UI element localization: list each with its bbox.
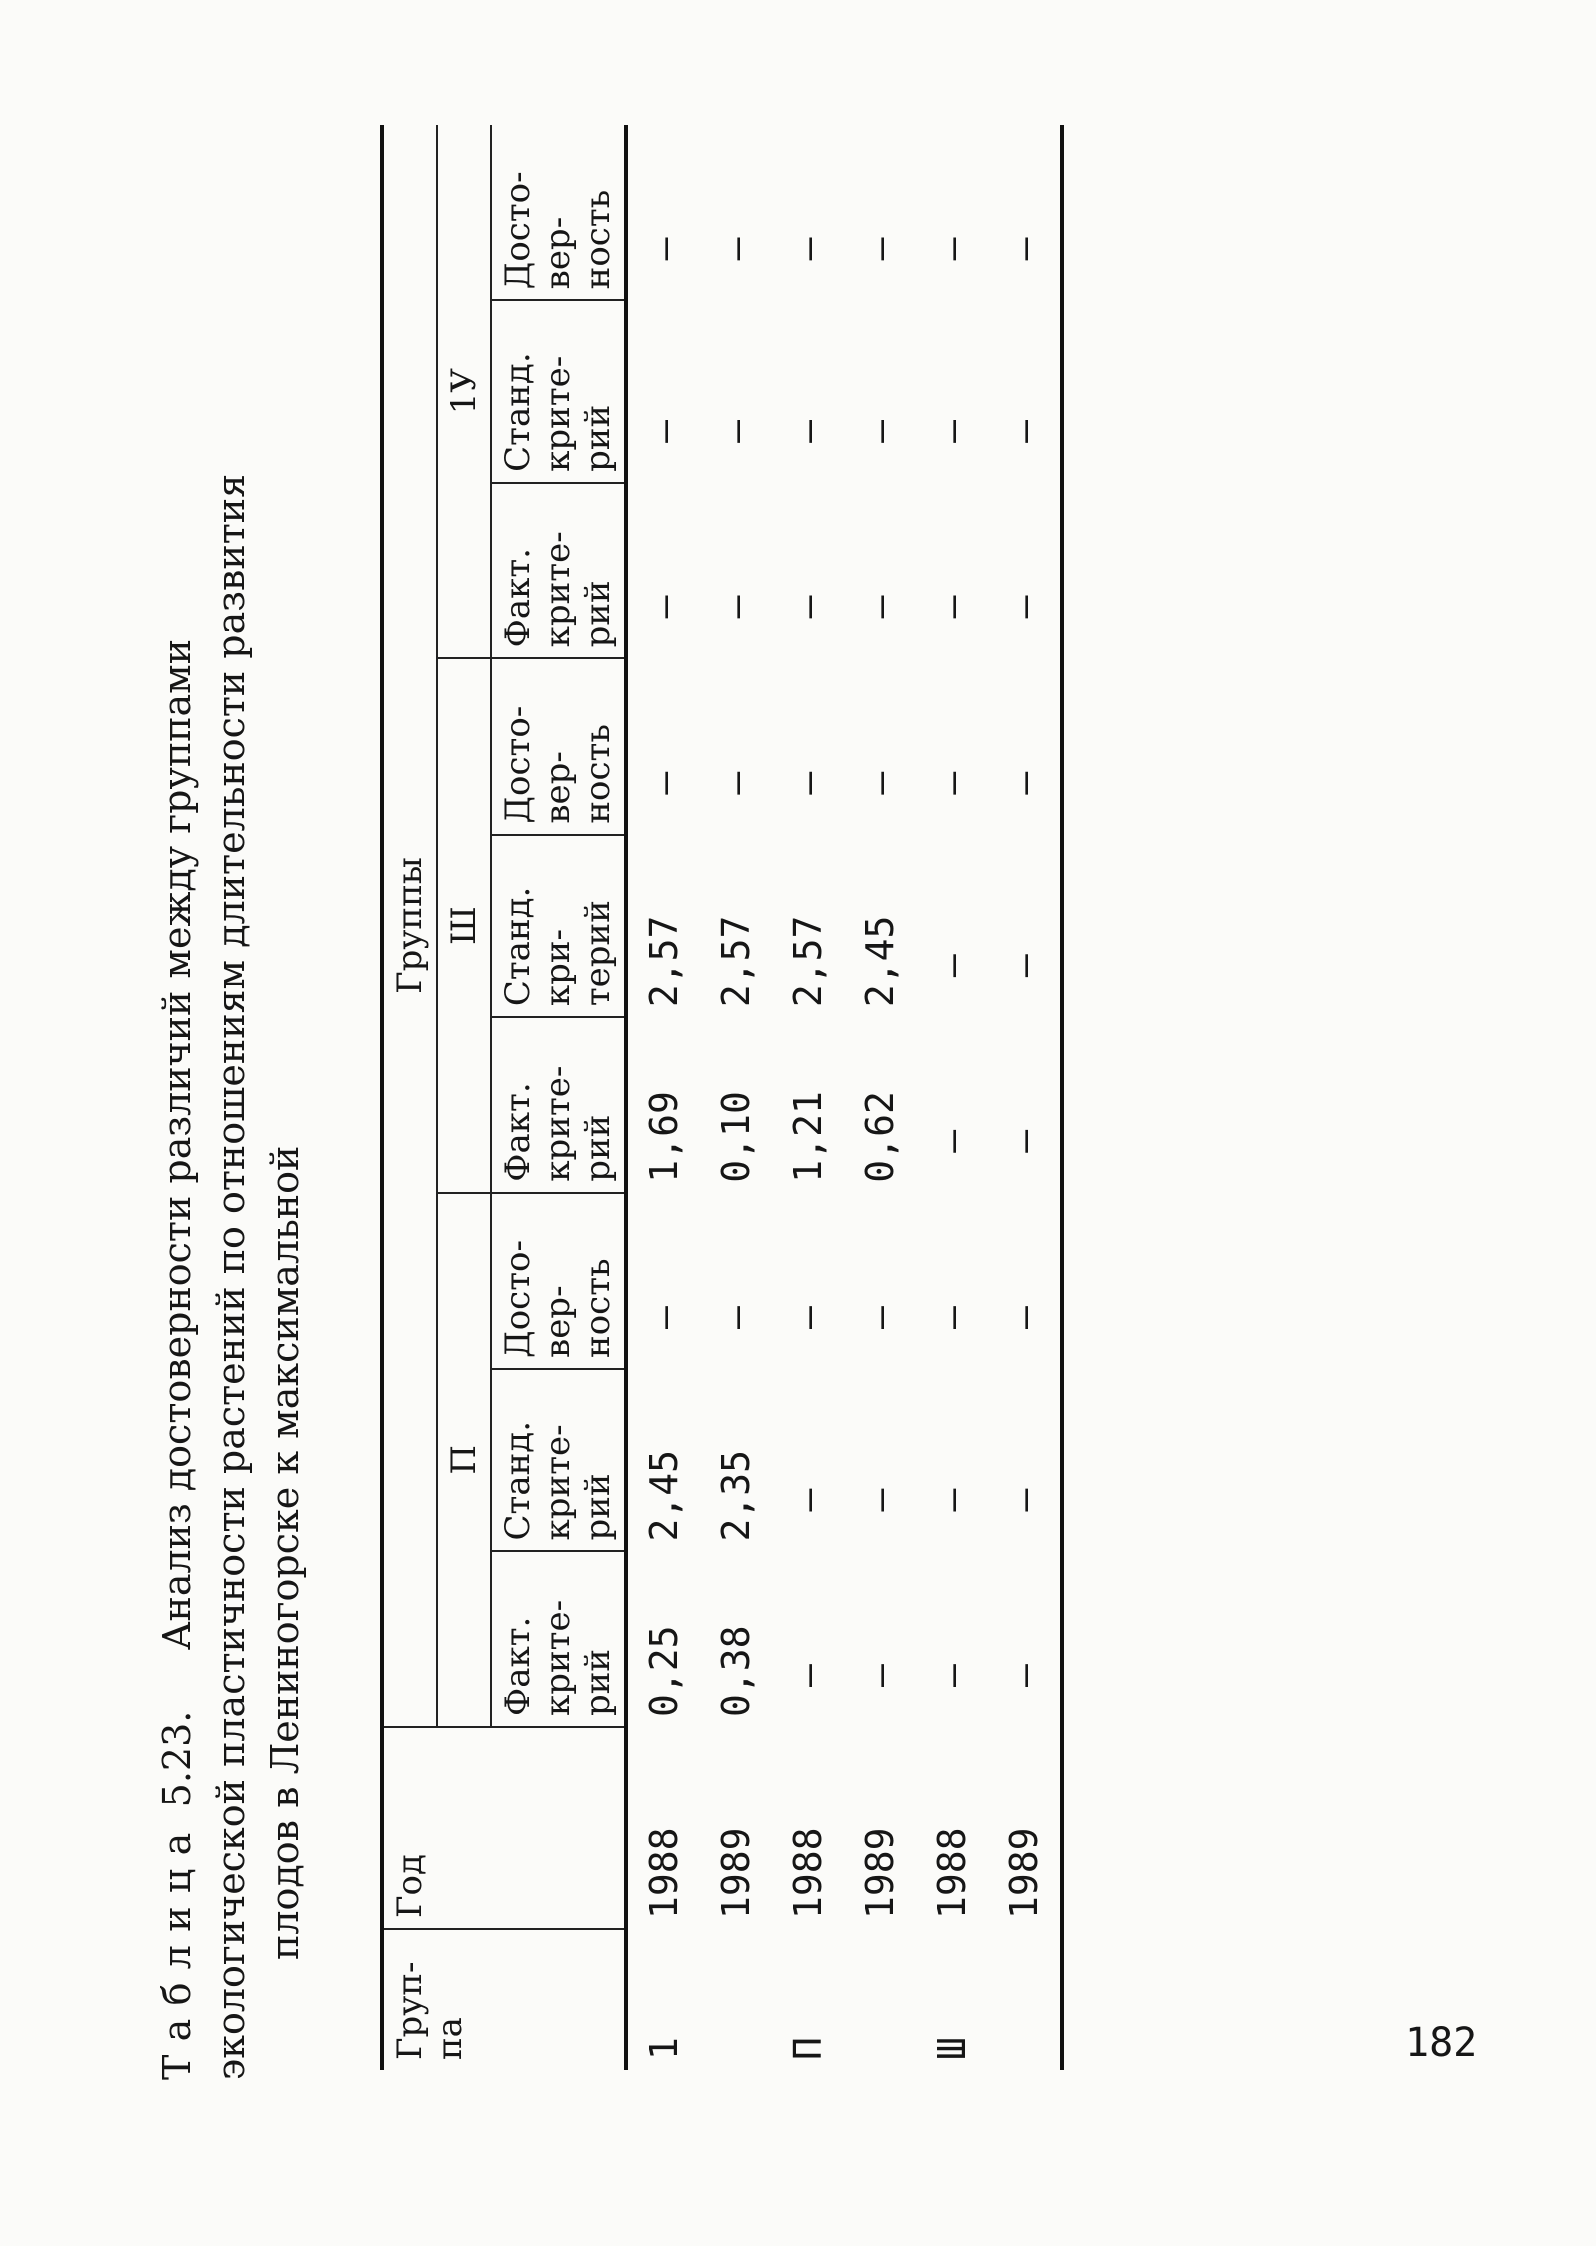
cell-value: – xyxy=(714,771,758,795)
table-row xyxy=(700,125,772,2070)
header-reliab-g4: Досто-вер-ность xyxy=(491,125,626,300)
cell-value: – xyxy=(858,771,902,795)
table-row xyxy=(916,125,988,2070)
cell-value: – xyxy=(930,419,974,443)
header-group-4: 1У xyxy=(437,125,491,658)
cell-year: 1988 xyxy=(930,1827,974,1919)
header-group-3: Ш xyxy=(437,658,491,1192)
cell-value: – xyxy=(642,237,686,261)
cell-group: 1 xyxy=(642,2037,686,2060)
cell-value: – xyxy=(930,954,974,978)
cell-value: – xyxy=(988,1551,1062,1727)
cell-value: 0,10 xyxy=(714,1091,758,1183)
cell-value: 1,69 xyxy=(642,1091,686,1183)
header-fact-g4: Факт. крите-рий xyxy=(491,483,626,659)
cell-value: – xyxy=(786,419,830,443)
cell-group xyxy=(700,1929,772,2070)
cell-value: – xyxy=(930,595,974,619)
cell-year: 1989 xyxy=(988,1727,1062,1929)
cell-value: – xyxy=(858,1664,902,1687)
table-row xyxy=(772,125,844,2070)
cell-value: – xyxy=(930,771,974,795)
cell-value: – xyxy=(858,1488,902,1512)
cell-value: – xyxy=(786,771,830,795)
cell-value: 1,21 xyxy=(786,1091,830,1183)
header-fact-g2: Факт. крите-рий xyxy=(491,1551,626,1727)
cell-value: 2,45 xyxy=(642,1449,686,1542)
cell-group: Ш xyxy=(930,2037,974,2060)
table-row xyxy=(626,125,700,2070)
caption-label: Таблица xyxy=(155,1819,199,2080)
cell-value: – xyxy=(786,1488,830,1512)
cell-year: 1989 xyxy=(714,1827,758,1919)
cell-value: 0,25 xyxy=(642,1625,686,1717)
cell-value: 2,45 xyxy=(858,915,902,1008)
header-group: Груп-па xyxy=(382,1929,626,2070)
header-fact-g3: Факт. крите-рий xyxy=(491,1017,626,1193)
cell-value: – xyxy=(858,237,902,261)
cell-value: – xyxy=(988,125,1062,300)
cell-value: – xyxy=(858,419,902,443)
header-year: Год xyxy=(382,1727,626,1929)
page-number: 182 xyxy=(1405,2020,1478,2066)
cell-value: – xyxy=(988,1017,1062,1193)
table-caption xyxy=(150,100,312,2080)
cell-value: – xyxy=(988,658,1062,834)
cell-value: – xyxy=(786,595,830,619)
caption-line3: плодов в Лениногорске к максимальной xyxy=(263,1145,307,1960)
cell-group xyxy=(988,1929,1062,2070)
cell-value: – xyxy=(714,419,758,443)
cell-value: – xyxy=(930,1306,974,1329)
cell-value: – xyxy=(642,595,686,619)
cell-value: – xyxy=(642,1306,686,1329)
header-group-2: П xyxy=(437,1193,491,1727)
results-table xyxy=(380,125,1064,2070)
rotated-content xyxy=(150,100,1210,2080)
cell-value: – xyxy=(714,595,758,619)
cell-value: 2,35 xyxy=(714,1449,758,1542)
cell-value: – xyxy=(930,1488,974,1512)
caption-number: 5.23. xyxy=(155,1710,199,1808)
table-row xyxy=(844,125,916,2070)
cell-year: 1988 xyxy=(642,1827,686,1919)
cell-group xyxy=(844,1929,916,2070)
header-stand-g4: Станд. крите-рий xyxy=(491,300,626,483)
caption-line2: экологической пластичности растений по отношениям длительности развития xyxy=(209,473,253,2080)
cell-year: 1989 xyxy=(858,1827,902,1919)
cell-value: 0,38 xyxy=(714,1625,758,1717)
header-stand-g2: Станд. крите-рий xyxy=(491,1369,626,1552)
cell-value: – xyxy=(714,237,758,261)
cell-value: – xyxy=(786,237,830,261)
table-body xyxy=(626,125,1062,2070)
cell-value: – xyxy=(930,1129,974,1153)
cell-value: – xyxy=(988,1369,1062,1552)
cell-value: – xyxy=(988,300,1062,483)
cell-value: – xyxy=(988,1193,1062,1369)
cell-value: – xyxy=(714,1306,758,1329)
cell-value: – xyxy=(858,1306,902,1329)
cell-year: 1988 xyxy=(786,1827,830,1919)
cell-group: П xyxy=(786,2037,830,2060)
header-stand-g3: Станд. кри-терий xyxy=(491,835,626,1018)
cell-value: – xyxy=(642,771,686,795)
cell-value: – xyxy=(786,1664,830,1687)
cell-value: – xyxy=(858,595,902,619)
cell-value: 2,57 xyxy=(642,915,686,1008)
cell-value: – xyxy=(988,835,1062,1018)
cell-value: – xyxy=(930,1664,974,1687)
cell-value: – xyxy=(988,483,1062,659)
cell-value: – xyxy=(786,1306,830,1329)
header-groups: Группы xyxy=(382,125,437,1727)
caption-line1: Анализ достоверности различий между группами xyxy=(155,638,199,1651)
cell-value: 2,57 xyxy=(786,915,830,1008)
header-reliab-g3: Досто-вер-ность xyxy=(491,658,626,834)
table-row xyxy=(988,125,1062,2070)
cell-value: – xyxy=(930,237,974,261)
cell-value: 2,57 xyxy=(714,915,758,1008)
header-reliab-g2: Досто-вер-ность xyxy=(491,1193,626,1369)
cell-value: – xyxy=(642,419,686,443)
cell-value: 0,62 xyxy=(858,1091,902,1183)
